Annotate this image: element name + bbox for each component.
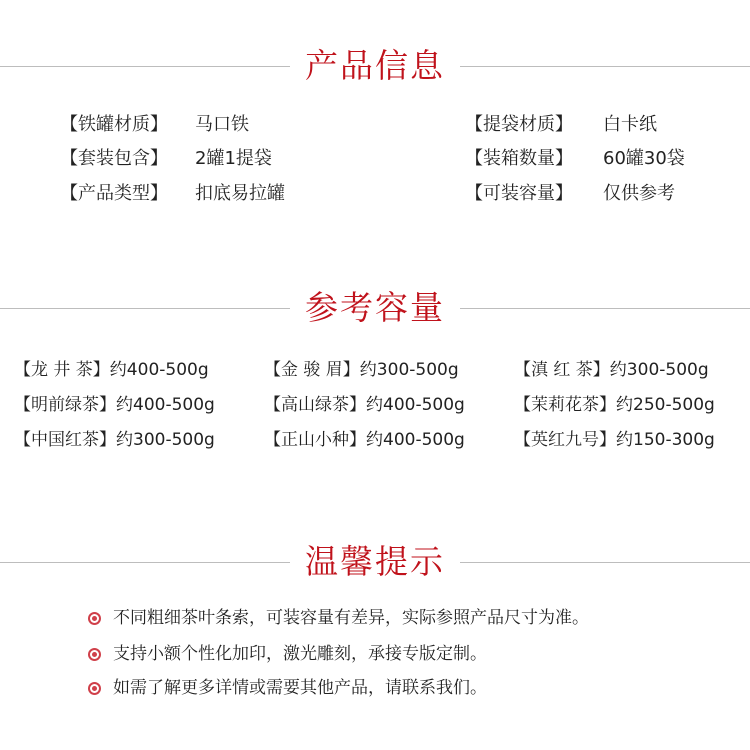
capacity-item: 【茉莉花茶】约250-500g [514, 395, 715, 415]
bullet-icon [88, 648, 101, 661]
capacity-item: 【高山绿茶】约400-500g [264, 395, 465, 415]
info-value: 2罐1提袋 [195, 148, 272, 169]
info-value: 仅供参考 [603, 183, 675, 204]
info-key: 【装箱数量】 [465, 148, 573, 169]
capacity-item: 【中国红茶】约300-500g [14, 430, 215, 450]
info-value: 白卡纸 [603, 114, 657, 135]
capacity-item: 【明前绿茶】约400-500g [14, 395, 215, 415]
bullet-icon [88, 682, 101, 695]
info-value: 60罐30袋 [603, 148, 685, 169]
section-header-product-info [0, 46, 750, 86]
section-header-tips [0, 542, 750, 582]
info-key: 【产品类型】 [60, 183, 168, 204]
section-title: 产品信息 [305, 46, 445, 85]
info-value: 扣底易拉罐 [195, 183, 285, 204]
info-key: 【提袋材质】 [465, 114, 573, 135]
info-key: 【铁罐材质】 [60, 114, 168, 135]
tip-text: 支持小额个性化加印，激光雕刻，承接专版定制。 [113, 644, 487, 664]
capacity-item: 【滇 红 茶】约300-500g [514, 360, 709, 380]
tip-item [88, 607, 589, 629]
section-title: 参考容量 [305, 288, 445, 327]
capacity-item: 【正山小种】约400-500g [264, 430, 465, 450]
section-title: 温馨提示 [305, 542, 445, 581]
info-value: 马口铁 [195, 114, 249, 135]
tip-text: 不同粗细茶叶条索，可装容量有差异，实际参照产品尺寸为准。 [113, 608, 589, 628]
capacity-item: 【龙 井 茶】约400-500g [14, 360, 209, 380]
info-key: 【可装容量】 [465, 183, 573, 204]
capacity-item: 【金 骏 眉】约300-500g [264, 360, 459, 380]
tip-item [88, 677, 487, 699]
info-key: 【套装包含】 [60, 148, 168, 169]
capacity-item: 【英红九号】约150-300g [514, 430, 715, 450]
tip-item [88, 643, 487, 665]
section-header-capacity [0, 288, 750, 328]
bullet-icon [88, 612, 101, 625]
tip-text: 如需了解更多详情或需要其他产品，请联系我们。 [113, 678, 487, 698]
